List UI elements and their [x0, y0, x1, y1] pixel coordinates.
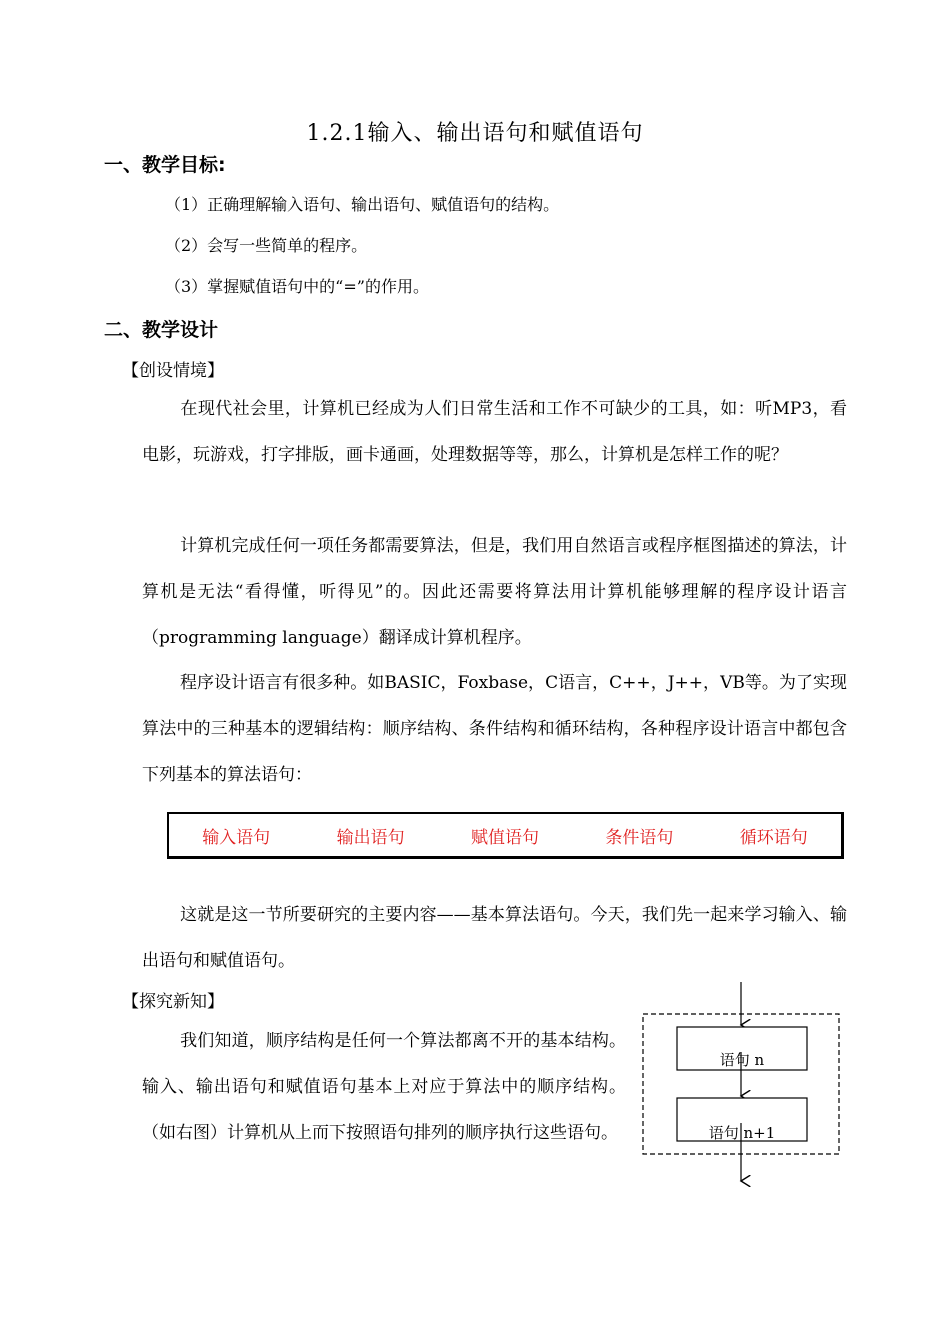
goal-item: （2）会写一些简单的程序。 — [165, 236, 368, 255]
paragraph-text: 程序设计语言有很多种。如BASIC，Foxbase，C语言，C++，J++，VB等。为了实现算法中的三种基本的逻辑结构：顺序结构、条件结构和循环结构，各种程序设计语言中都包含下列基本的算法语句： — [142, 673, 847, 785]
paragraph — [142, 386, 847, 478]
page-title: 1.2.1输入、输出语句和赋值语句 — [306, 121, 644, 146]
paragraph — [142, 1018, 626, 1156]
statement-assign: 赋值语句 — [470, 827, 539, 848]
statement-box-n-label: 语句 n — [719, 1051, 765, 1069]
statement-output: 输出语句 — [336, 827, 405, 848]
paragraph — [142, 523, 847, 661]
statement-input: 输入语句 — [202, 827, 271, 848]
tag-explore: 【探究新知】 — [122, 992, 224, 1012]
section-heading-design: 二、教学设计 — [104, 319, 219, 341]
statement-box-n1-label: 语句 n+1 — [708, 1124, 776, 1142]
section-heading-goals: 一、教学目标: — [104, 154, 226, 176]
goal-item: （3）掌握赋值语句中的“=”的作用。 — [165, 277, 429, 296]
paragraph-text: 这就是这一节所要研究的主要内容——基本算法语句。今天，我们先一起来学习输入、输出语句和赋值语句。 — [142, 905, 847, 971]
statement-loop: 循环语句 — [739, 827, 808, 848]
paragraph — [142, 892, 847, 984]
paragraph-text: 计算机完成任何一项任务都需要算法，但是，我们用自然语言或程序框图描述的算法，计算机是无法“看得懂，听得见”的。因此还需要将算法用计算机能够理解的程序设计语言（programming language）翻译成计算机程序。 — [142, 536, 847, 648]
goal-item: （1）正确理解输入语句、输出语句、赋值语句的结构。 — [165, 195, 560, 214]
statement-box — [167, 812, 844, 859]
statement-condition: 条件语句 — [605, 827, 674, 848]
paragraph-text: 在现代社会里，计算机已经成为人们日常生活和工作不可缺少的工具，如：听MP3，看电影，玩游戏，打字排版，画卡通画，处理数据等等，那么，计算机是怎样工作的呢？ — [142, 399, 847, 465]
sequence-diagram — [640, 980, 845, 1190]
paragraph — [142, 660, 847, 798]
paragraph-text: 我们知道，顺序结构是任何一个算法都离不开的基本结构。输入、输出语句和赋值语句基本上对应于算法中的顺序结构。（如右图）计算机从上而下按照语句排列的顺序执行这些语句。 — [142, 1031, 626, 1143]
tag-create-situation: 【创设情境】 — [122, 361, 224, 381]
